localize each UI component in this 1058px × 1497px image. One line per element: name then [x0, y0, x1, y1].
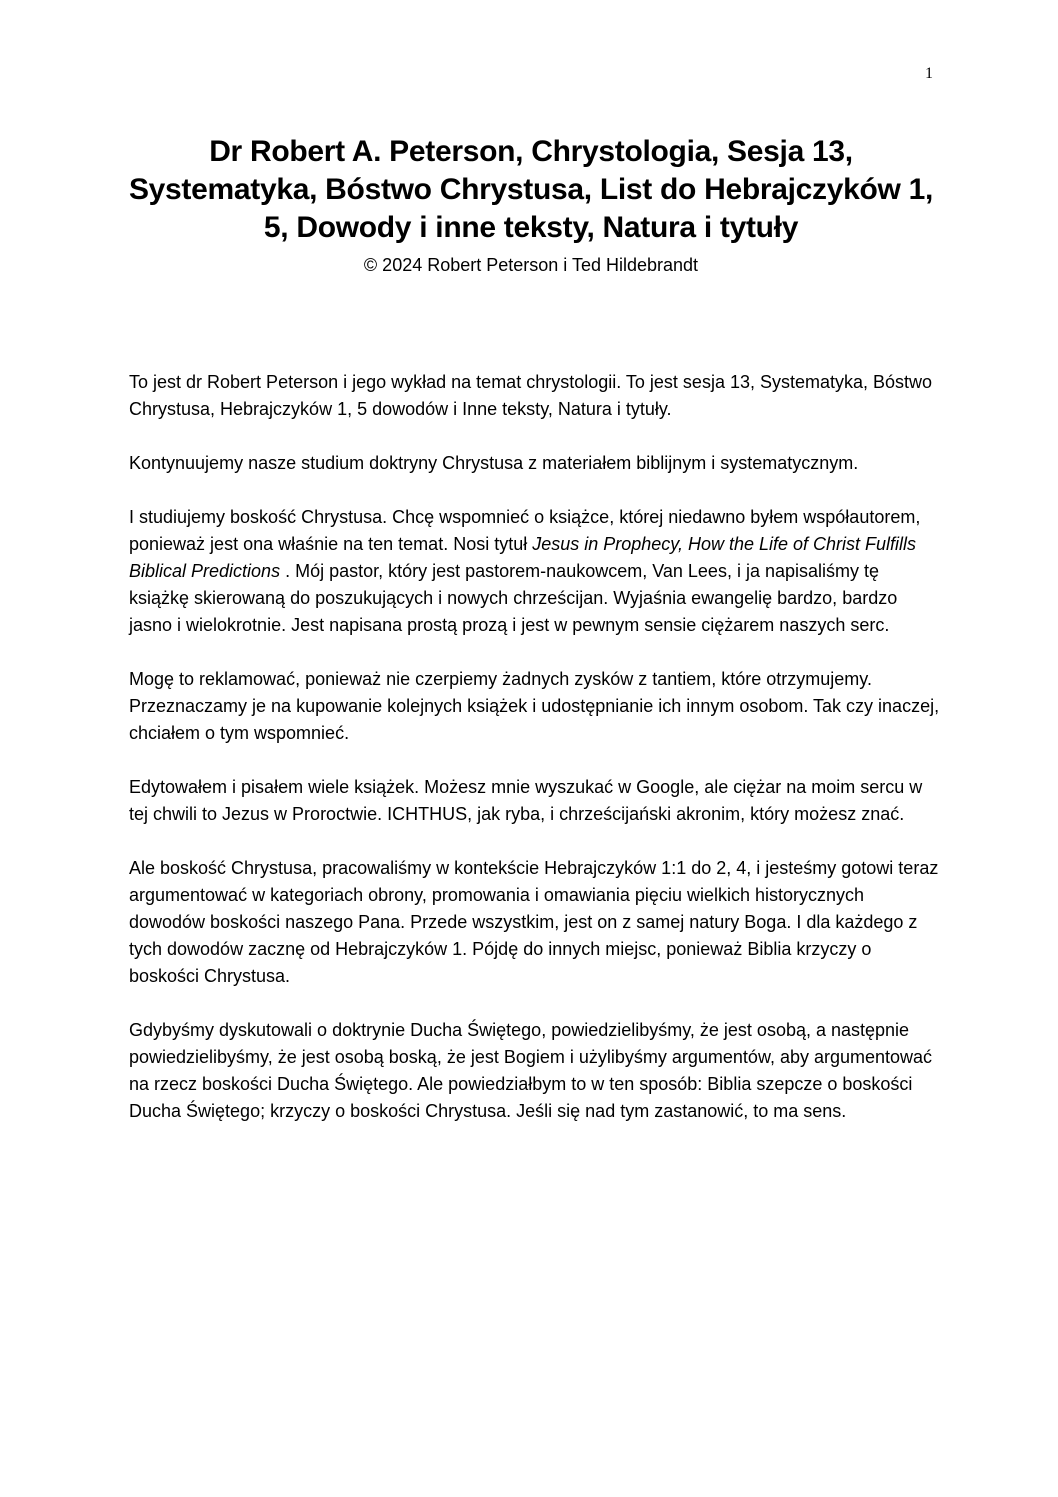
document-title: Dr Robert A. Peterson, Chrystologia, Sesja 13, Systematyka, Bóstwo Chrystusa, List do Hebrajczyków 1, 5, Dowody i inne teksty, Natura i tytuły	[128, 135, 934, 244]
paragraph-book-mention	[129, 504, 941, 639]
paragraph: To jest dr Robert Peterson i jego wykład na temat chrystologii. To jest sesja 13, Systematyka, Bóstwo Chrystusa, Hebrajczyków 1, 5 dowodów i Inne teksty, Natura i tytuły.	[129, 372, 933, 419]
paragraph: Gdybyśmy dyskutowali o doktrynie Ducha Świętego, powiedzielibyśmy, że jest osobą, a następnie powiedzielibyśmy, że jest osobą boską, że jest Bogiem i użylibyśmy argumentów, aby argumentować na rzecz boskości Ducha Świętego. Ale powiedziałbym to w ten sposób: Biblia szepcze o boskości Ducha Świętego; krzyczy o boskości Chrystusa. Jeśli się nad tym zastanowić, to ma sens.	[129, 1020, 933, 1121]
book-title: Jesus in Prophecy, How the Life of Christ Fulfills Biblical Predictions	[129, 534, 917, 581]
document-body	[129, 369, 941, 1152]
paragraph-text: . Mój pastor, który jest pastorem-naukowcem, Van Lees, i ja napisaliśmy tę książkę skierowaną do poszukujących i nowych chrześcijan. Wyjaśnia ewangelię bardzo, bardzo jasno i wielokrotnie. Jest napisana prostą prozą i jest w pewnym sensie ciężarem naszych serc.	[129, 561, 898, 635]
paragraph: Mogę to reklamować, ponieważ nie czerpiemy żadnych zysków z tantiem, które otrzymujemy. Przeznaczamy je na kupowanie kolejnych książek i udostępnianie ich innym osobom. Tak czy inaczej, chciałem o tym wspomnieć.	[129, 669, 940, 743]
document-header	[128, 133, 934, 277]
paragraph: Kontynuujemy nasze studium doktryny Chrystusa z materiałem biblijnym i systematycznym.	[129, 453, 859, 473]
paragraph-text: I studiujemy boskość Chrystusa. Chcę wspomnieć o książce, której niedawno byłem współautorem, ponieważ jest ona właśnie na ten temat. Nosi tytuł	[129, 507, 921, 554]
page-number: 1	[925, 65, 933, 82]
paragraph: Ale boskość Chrystusa, pracowaliśmy w kontekście Hebrajczyków 1:1 do 2, 4, i jesteśmy gotowi teraz argumentować w kategoriach obrony, promowania i omawiania pięciu wielkich historycznych dowodów boskości naszego Pana. Przede wszystkim, jest on z samej natury Boga. I dla każdego z tych dowodów zacznę od Hebrajczyków 1. Pójdę do innych miejsc, ponieważ Biblia krzyczy o boskości Chrystusa.	[129, 858, 939, 986]
copyright-line: © 2024 Robert Peterson i Ted Hildebrandt	[363, 255, 699, 275]
paragraph: Edytowałem i pisałem wiele książek. Możesz mnie wyszukać w Google, ale ciężar na moim sercu w tej chwili to Jezus w Proroctwie. ICHTHUS, jak ryba, i chrześcijański akronim, który możesz znać.	[129, 777, 923, 824]
